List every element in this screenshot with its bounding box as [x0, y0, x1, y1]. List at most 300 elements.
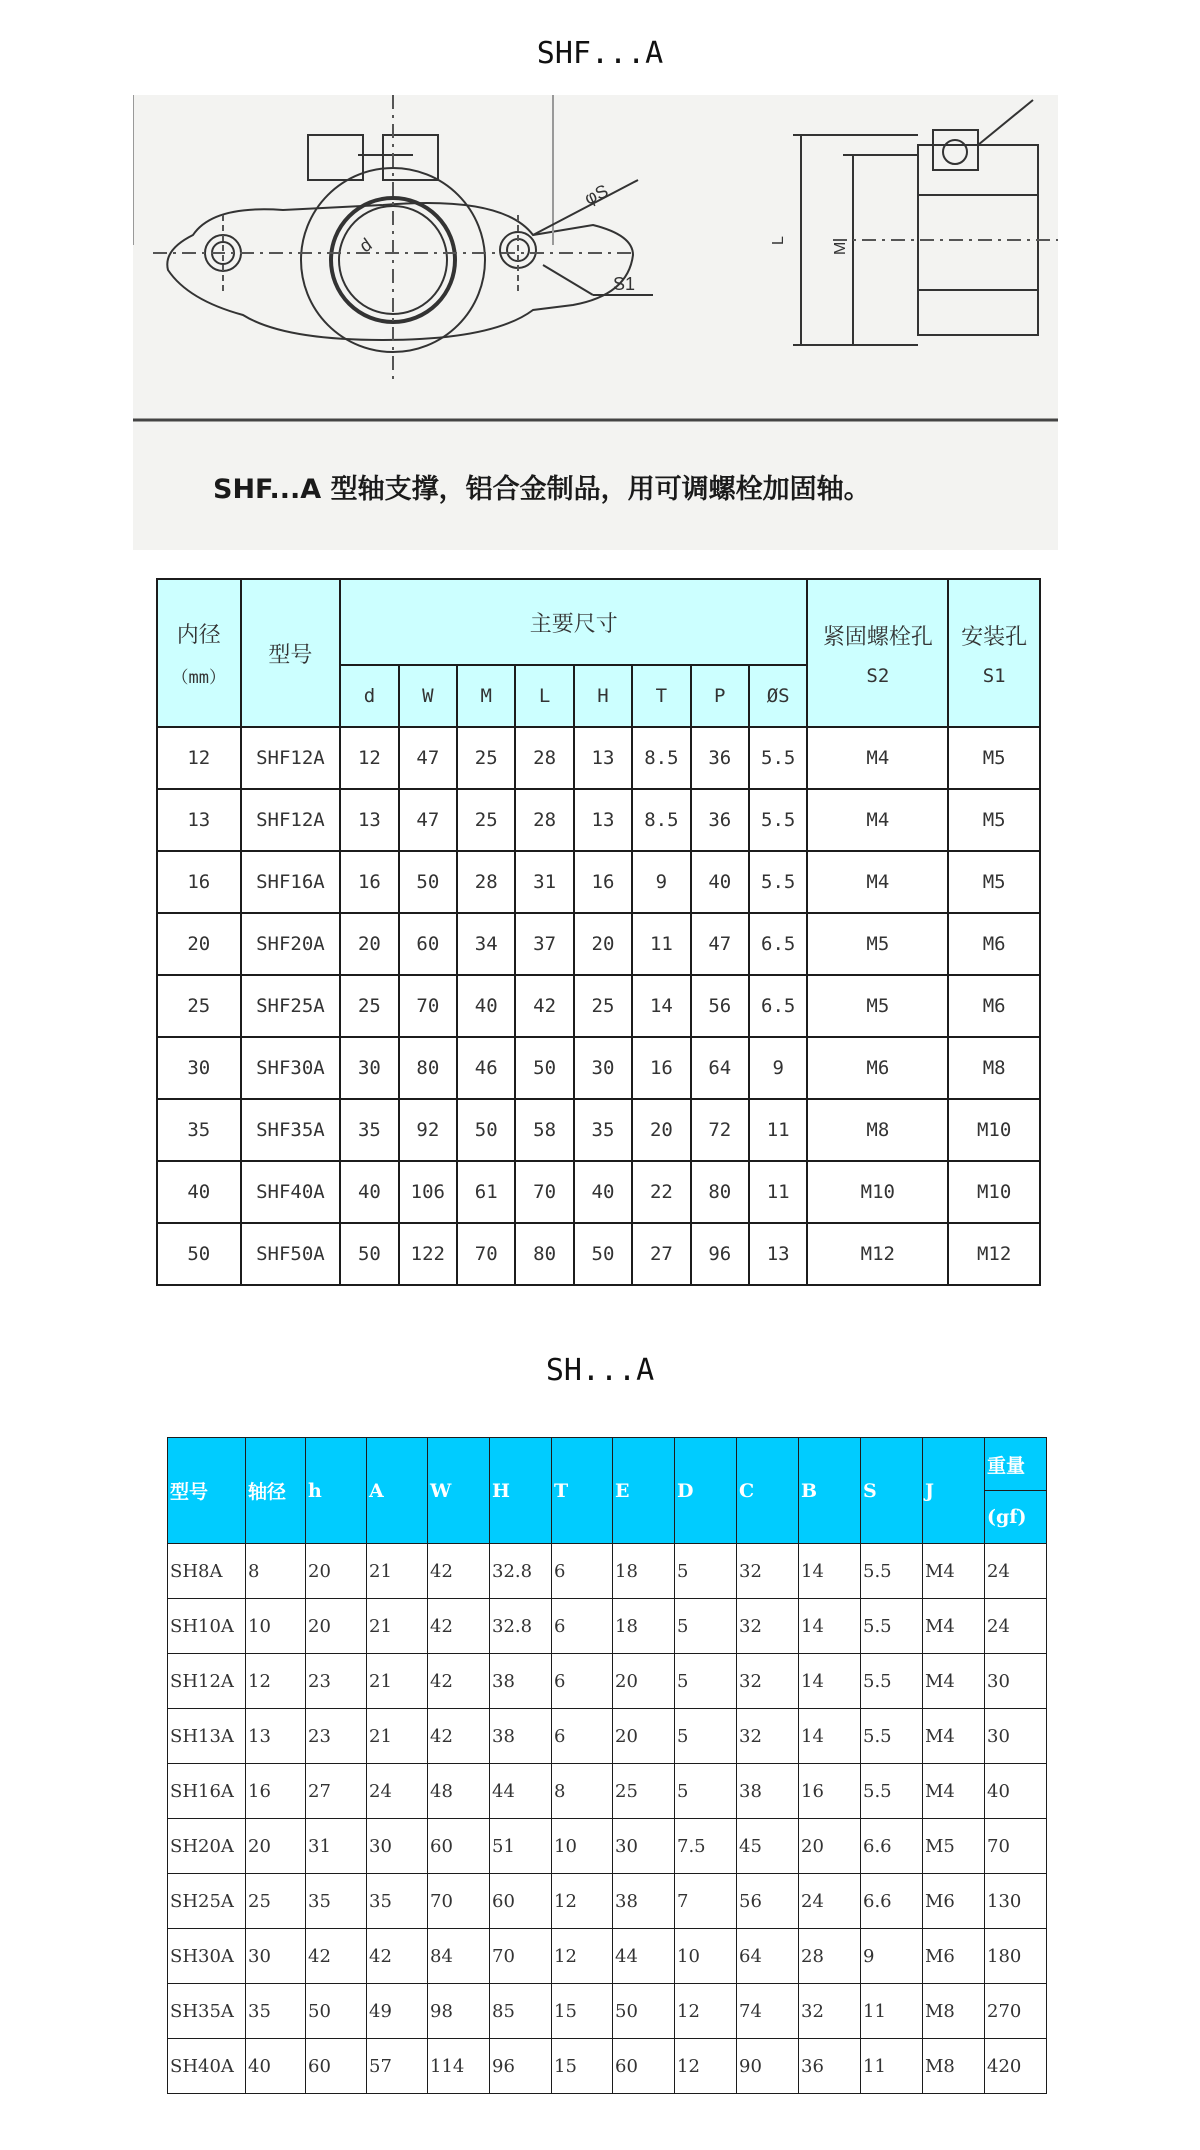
table-cell: 35	[306, 1874, 367, 1929]
table-cell: 31	[306, 1819, 367, 1874]
table-cell: 50	[340, 1223, 398, 1285]
table-cell: SH8A	[168, 1544, 246, 1599]
technical-drawing	[133, 95, 1058, 550]
table-cell: 8.5	[632, 727, 690, 789]
table-cell: 5.5	[861, 1654, 923, 1709]
table-cell: 70	[515, 1161, 573, 1223]
table-row	[157, 851, 1040, 913]
label-s1: S1	[613, 274, 636, 294]
table-cell: M6	[807, 1037, 948, 1099]
table-cell: 12	[675, 1984, 737, 2039]
table-cell: 18	[613, 1599, 675, 1654]
table-cell: 35	[340, 1099, 398, 1161]
table-cell: 92	[399, 1099, 457, 1161]
table-cell: SHF20A	[241, 913, 341, 975]
table-cell: 13	[246, 1709, 306, 1764]
table-cell: 16	[799, 1764, 861, 1819]
table-cell: 12	[246, 1654, 306, 1709]
table-cell: 38	[737, 1764, 799, 1819]
table-cell: 30	[246, 1929, 306, 1984]
table-cell: 7.5	[675, 1819, 737, 1874]
table-cell: 9	[632, 851, 690, 913]
table-cell: 40	[985, 1764, 1047, 1819]
table-cell: 23	[306, 1709, 367, 1764]
table-cell: 48	[428, 1764, 490, 1819]
table-cell: 20	[246, 1819, 306, 1874]
table-cell: 20	[799, 1819, 861, 1874]
table-cell: 42	[367, 1929, 428, 1984]
table-cell: 11	[861, 1984, 923, 2039]
column-header: H	[490, 1438, 552, 1544]
table-cell: 44	[613, 1929, 675, 1984]
table-row	[168, 2039, 1047, 2094]
table-cell: M8	[807, 1099, 948, 1161]
table-cell: 6.6	[861, 1819, 923, 1874]
table-cell: 60	[490, 1874, 552, 1929]
table-cell: 20	[306, 1599, 367, 1654]
table-cell: 5	[675, 1599, 737, 1654]
header-bolt-sub: S2	[866, 664, 890, 687]
table-cell: 42	[428, 1544, 490, 1599]
table-cell: 98	[428, 1984, 490, 2039]
table-cell: 25	[457, 727, 515, 789]
header-bolt-hole	[807, 579, 948, 727]
table-cell: 47	[399, 789, 457, 851]
table-cell: 84	[428, 1929, 490, 1984]
table-cell: 32	[799, 1984, 861, 2039]
table-cell: 12	[552, 1874, 613, 1929]
table-cell: M5	[948, 851, 1040, 913]
label-m: M	[832, 241, 849, 255]
table-cell: SH13A	[168, 1709, 246, 1764]
table-cell: M10	[807, 1161, 948, 1223]
table-cell: M4	[807, 851, 948, 913]
table-cell: 114	[428, 2039, 490, 2094]
drawing-caption: SHF...A 型轴支撑，铝合金制品，用可调螺栓加固轴。	[213, 474, 871, 505]
table-cell: 42	[515, 975, 573, 1037]
header-mount-label: 安装孔	[961, 624, 1028, 650]
table-cell: 16	[632, 1037, 690, 1099]
column-header: J	[923, 1438, 985, 1544]
table-cell: 40	[574, 1161, 632, 1223]
table-cell: 8	[246, 1544, 306, 1599]
table-cell: 11	[861, 2039, 923, 2094]
table-cell: 70	[399, 975, 457, 1037]
header-mount-sub: S1	[982, 664, 1006, 687]
table-cell: 130	[985, 1874, 1047, 1929]
table-cell: SHF30A	[241, 1037, 341, 1099]
table-cell: 13	[749, 1223, 807, 1285]
table-cell: 7	[675, 1874, 737, 1929]
table-cell: 51	[490, 1819, 552, 1874]
table-cell: 20	[613, 1654, 675, 1709]
table-row	[168, 1819, 1047, 1874]
subheader-cell: d	[340, 665, 398, 727]
table-cell: 23	[306, 1654, 367, 1709]
table-cell: 13	[340, 789, 398, 851]
table-cell: 16	[574, 851, 632, 913]
table-cell: 70	[490, 1929, 552, 1984]
table-cell: 58	[515, 1099, 573, 1161]
table-cell: 60	[399, 913, 457, 975]
table-cell: 25	[340, 975, 398, 1037]
table-cell: 21	[367, 1544, 428, 1599]
table-cell: 14	[632, 975, 690, 1037]
table-cell: 8	[552, 1764, 613, 1819]
table-cell: 36	[691, 789, 749, 851]
table-cell: SH10A	[168, 1599, 246, 1654]
table-cell: SHF50A	[241, 1223, 341, 1285]
table-cell: 96	[691, 1223, 749, 1285]
column-header: W	[428, 1438, 490, 1544]
table-cell: 106	[399, 1161, 457, 1223]
table-cell: 5	[675, 1654, 737, 1709]
header-model: 型号	[241, 579, 341, 727]
table-cell: 5.5	[749, 727, 807, 789]
table-cell: 12	[340, 727, 398, 789]
shf-spec-table	[156, 578, 1041, 1286]
table-cell: 80	[691, 1161, 749, 1223]
table-cell: 10	[552, 1819, 613, 1874]
table-cell: 35	[574, 1099, 632, 1161]
table-row	[168, 1709, 1047, 1764]
table-cell: 50	[457, 1099, 515, 1161]
table-cell: 5.5	[861, 1544, 923, 1599]
table-cell: 35	[246, 1984, 306, 2039]
section-title-shf: SHF...A	[536, 36, 664, 71]
table-row	[157, 1223, 1040, 1285]
table-cell: 20	[306, 1544, 367, 1599]
header-mount-hole	[948, 579, 1040, 727]
table-cell: 42	[428, 1599, 490, 1654]
table-cell: 46	[457, 1037, 515, 1099]
table-cell: M4	[923, 1544, 985, 1599]
table-cell: 30	[985, 1709, 1047, 1764]
table-cell: 20	[574, 913, 632, 975]
table-cell: 42	[428, 1709, 490, 1764]
table-cell: 72	[691, 1099, 749, 1161]
table-cell: 50	[399, 851, 457, 913]
table-cell: M4	[923, 1654, 985, 1709]
table-cell: 14	[799, 1709, 861, 1764]
subheader-cell: T	[632, 665, 690, 727]
table-row	[157, 913, 1040, 975]
table-cell: 8.5	[632, 789, 690, 851]
table-cell: 5	[675, 1544, 737, 1599]
table-cell: 42	[306, 1929, 367, 1984]
table-cell: 34	[457, 913, 515, 975]
table-cell: 40	[246, 2039, 306, 2094]
table-cell: 70	[428, 1874, 490, 1929]
table-cell: M12	[807, 1223, 948, 1285]
table-cell: 180	[985, 1929, 1047, 1984]
table-row	[168, 1599, 1047, 1654]
table-cell: 5.5	[861, 1709, 923, 1764]
table-cell: SHF40A	[241, 1161, 341, 1223]
table-cell: M4	[923, 1764, 985, 1819]
table-cell: 12	[552, 1929, 613, 1984]
header-mm-label: （mm）	[171, 668, 227, 688]
table-cell: 30	[157, 1037, 241, 1099]
header-main-dimensions: 主要尺寸	[340, 579, 807, 665]
label-d: d	[355, 234, 376, 257]
table-cell: M6	[948, 913, 1040, 975]
table-cell: SHF35A	[241, 1099, 341, 1161]
table-cell: 60	[613, 2039, 675, 2094]
table-cell: 13	[574, 727, 632, 789]
table-cell: 122	[399, 1223, 457, 1285]
table-cell: 22	[632, 1161, 690, 1223]
table-cell: 70	[457, 1223, 515, 1285]
table-cell: 21	[367, 1709, 428, 1764]
header-inner-diameter	[157, 579, 241, 727]
header-weight: 重量	[985, 1438, 1047, 1491]
table-cell: 18	[613, 1544, 675, 1599]
table-cell: 28	[799, 1929, 861, 1984]
table-cell: 25	[246, 1874, 306, 1929]
column-header: 轴径	[246, 1438, 306, 1544]
subheader-cell: H	[574, 665, 632, 727]
table-cell: 24	[985, 1599, 1047, 1654]
table-cell: SH25A	[168, 1874, 246, 1929]
table-cell: 36	[691, 727, 749, 789]
table-cell: 16	[157, 851, 241, 913]
table-cell: 61	[457, 1161, 515, 1223]
table-cell: M6	[948, 975, 1040, 1037]
table-cell: 6.5	[749, 913, 807, 975]
table-row	[168, 1544, 1047, 1599]
subheader-cell: P	[691, 665, 749, 727]
table-cell: 40	[340, 1161, 398, 1223]
column-header: T	[552, 1438, 613, 1544]
table-row	[168, 1984, 1047, 2039]
table-cell: 11	[749, 1161, 807, 1223]
table-cell: 56	[737, 1874, 799, 1929]
table-cell: 420	[985, 2039, 1047, 2094]
table-cell: SH12A	[168, 1654, 246, 1709]
table-cell: 13	[157, 789, 241, 851]
sh-spec-table	[167, 1437, 1047, 2094]
table-cell: 24	[985, 1544, 1047, 1599]
table-cell: 20	[157, 913, 241, 975]
table-cell: 32	[737, 1599, 799, 1654]
table-row	[168, 1874, 1047, 1929]
table-cell: 74	[737, 1984, 799, 2039]
table-cell: 60	[428, 1819, 490, 1874]
table-cell: M12	[948, 1223, 1040, 1285]
table-cell: M4	[807, 727, 948, 789]
column-header: S	[861, 1438, 923, 1544]
table-cell: 28	[457, 851, 515, 913]
table-cell: M8	[948, 1037, 1040, 1099]
table-cell: 40	[691, 851, 749, 913]
header-bolt-label: 紧固螺栓孔	[822, 624, 933, 650]
table-cell: 16	[340, 851, 398, 913]
table-cell: 30	[574, 1037, 632, 1099]
table-cell: 35	[367, 1874, 428, 1929]
table-cell: 25	[613, 1764, 675, 1819]
column-header: B	[799, 1438, 861, 1544]
table-row	[168, 1654, 1047, 1709]
table-cell: M5	[923, 1819, 985, 1874]
table-cell: 47	[399, 727, 457, 789]
table-cell: M5	[948, 727, 1040, 789]
table-cell: M10	[948, 1099, 1040, 1161]
table-cell: 5.5	[749, 789, 807, 851]
table-row	[157, 1161, 1040, 1223]
column-header: D	[675, 1438, 737, 1544]
table-cell: M6	[923, 1929, 985, 1984]
table-cell: 24	[799, 1874, 861, 1929]
subheader-cell: W	[399, 665, 457, 727]
header-inner-label: 内径	[176, 623, 221, 648]
table-cell: 56	[691, 975, 749, 1037]
table-cell: 30	[985, 1654, 1047, 1709]
table-cell: SH20A	[168, 1819, 246, 1874]
table-cell: SH35A	[168, 1984, 246, 2039]
subheader-cell: ØS	[749, 665, 807, 727]
table-cell: 5.5	[861, 1599, 923, 1654]
table-cell: 6	[552, 1544, 613, 1599]
table-row	[157, 1037, 1040, 1099]
label-phi-s: φS	[581, 180, 612, 209]
table-cell: M10	[948, 1161, 1040, 1223]
table-cell: 5	[675, 1709, 737, 1764]
table-cell: 15	[552, 1984, 613, 2039]
table-cell: 20	[632, 1099, 690, 1161]
table-cell: 50	[613, 1984, 675, 2039]
table-cell: 16	[246, 1764, 306, 1819]
sh-table-body	[168, 1544, 1047, 2094]
table-cell: SH40A	[168, 2039, 246, 2094]
shf-table-body	[157, 727, 1040, 1285]
table-cell: 10	[675, 1929, 737, 1984]
table-cell: 20	[340, 913, 398, 975]
table-cell: M8	[923, 2039, 985, 2094]
table-cell: 44	[490, 1764, 552, 1819]
table-cell: M4	[807, 789, 948, 851]
table-cell: 45	[737, 1819, 799, 1874]
table-cell: 25	[574, 975, 632, 1037]
table-cell: SHF25A	[241, 975, 341, 1037]
table-row	[168, 1764, 1047, 1819]
table-cell: 15	[552, 2039, 613, 2094]
table-cell: 85	[490, 1984, 552, 2039]
table-cell: 64	[691, 1037, 749, 1099]
table-cell: 20	[613, 1709, 675, 1764]
table-cell: 32	[737, 1544, 799, 1599]
table-cell: 25	[157, 975, 241, 1037]
table-cell: 21	[367, 1654, 428, 1709]
table-cell: 30	[367, 1819, 428, 1874]
table-cell: 36	[799, 2039, 861, 2094]
table-row	[157, 789, 1040, 851]
table-cell: 27	[632, 1223, 690, 1285]
table-cell: 5	[675, 1764, 737, 1819]
table-cell: 6	[552, 1654, 613, 1709]
table-row	[157, 1099, 1040, 1161]
table-cell: M5	[807, 975, 948, 1037]
table-cell: 50	[306, 1984, 367, 2039]
table-cell: 31	[515, 851, 573, 913]
table-cell: 50	[574, 1223, 632, 1285]
table-cell: 9	[749, 1037, 807, 1099]
table-cell: 28	[515, 789, 573, 851]
table-cell: 24	[367, 1764, 428, 1819]
table-cell: 32	[737, 1709, 799, 1764]
table-cell: SH16A	[168, 1764, 246, 1819]
table-cell: 28	[515, 727, 573, 789]
table-cell: 9	[861, 1929, 923, 1984]
table-row	[168, 1929, 1047, 1984]
table-cell: 38	[490, 1709, 552, 1764]
header-weight-unit: (gf)	[985, 1491, 1047, 1544]
table-cell: 21	[367, 1599, 428, 1654]
table-cell: 6.5	[749, 975, 807, 1037]
table-cell: 10	[246, 1599, 306, 1654]
table-cell: M5	[807, 913, 948, 975]
label-l: L	[770, 236, 787, 245]
table-cell: 11	[749, 1099, 807, 1161]
table-cell: M4	[923, 1709, 985, 1764]
table-cell: 32.8	[490, 1544, 552, 1599]
table-cell: 37	[515, 913, 573, 975]
table-cell: M6	[923, 1874, 985, 1929]
table-cell: 38	[613, 1874, 675, 1929]
table-cell: 5.5	[861, 1764, 923, 1819]
table-cell: 14	[799, 1544, 861, 1599]
table-cell: 40	[157, 1161, 241, 1223]
table-cell: 25	[457, 789, 515, 851]
table-cell: 27	[306, 1764, 367, 1819]
table-cell: 30	[340, 1037, 398, 1099]
table-cell: 6	[552, 1599, 613, 1654]
table-cell: 11	[632, 913, 690, 975]
table-cell: 5.5	[749, 851, 807, 913]
table-cell: 96	[490, 2039, 552, 2094]
table-row	[157, 975, 1040, 1037]
table-cell: 49	[367, 1984, 428, 2039]
table-cell: 14	[799, 1599, 861, 1654]
column-header: 型号	[168, 1438, 246, 1544]
table-cell: 30	[613, 1819, 675, 1874]
table-cell: 57	[367, 2039, 428, 2094]
table-cell: 6	[552, 1709, 613, 1764]
table-cell: 32	[737, 1654, 799, 1709]
table-cell: 38	[490, 1654, 552, 1709]
column-header: E	[613, 1438, 675, 1544]
table-cell: 90	[737, 2039, 799, 2094]
table-cell: 13	[574, 789, 632, 851]
table-cell: 47	[691, 913, 749, 975]
table-cell: SHF12A	[241, 727, 341, 789]
table-cell: 40	[457, 975, 515, 1037]
table-cell: 70	[985, 1819, 1047, 1874]
table-cell: 12	[675, 2039, 737, 2094]
table-cell: 42	[428, 1654, 490, 1709]
table-row	[157, 727, 1040, 789]
table-cell: 64	[737, 1929, 799, 1984]
table-cell: SH30A	[168, 1929, 246, 1984]
table-cell: 32.8	[490, 1599, 552, 1654]
table-cell: 50	[515, 1037, 573, 1099]
table-cell: SHF16A	[241, 851, 341, 913]
column-header: C	[737, 1438, 799, 1544]
table-cell: 14	[799, 1654, 861, 1709]
table-cell: M5	[948, 789, 1040, 851]
table-cell: 80	[399, 1037, 457, 1099]
column-header: A	[367, 1438, 428, 1544]
